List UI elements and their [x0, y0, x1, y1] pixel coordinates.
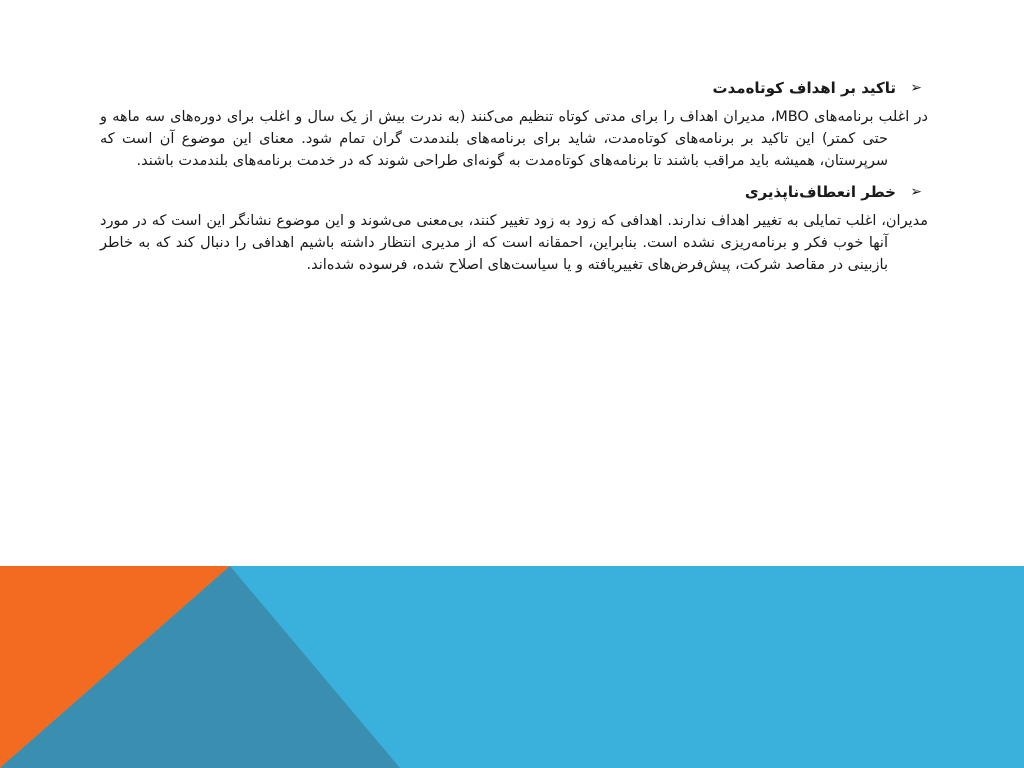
section-paragraph: در اغلب برنامه‌های MBO، مدیران اهداف را برای مدتی کوتاه تنظیم می‌کنند (به ندرت بیش از یک سال و اغلب برای دوره‌های سه ماهه و حتی کمتر) این تاکید بر برنامه‌های کوتاه‌مدت، شاید برای برنامه‌های بلندمدت گران تمام شود. معنای این موضوع آن است که سرپرستان، همیشه باید مراقب باشند تا برنامه‌های کوتاه‌مدت به گونه‌ای طراحی شوند که در خدمت برنامه‌های بلندمدت باشند.: [100, 109, 929, 169]
arrow-bullet-icon: ➢: [910, 80, 922, 96]
heading-text: تاکید بر اهداف کوتاه‌مدت: [712, 79, 896, 97]
section-heading: [100, 180, 928, 204]
arrow-bullet-icon: ➢: [910, 184, 922, 200]
slide-content: [100, 70, 928, 284]
decorative-footer: [0, 566, 1024, 768]
section-heading: [100, 76, 928, 100]
heading-text: خطر انعطاف‌ناپذیری: [744, 183, 896, 201]
section-paragraph: مدیران، اغلب تمایلی به تغییر اهداف ندارند. اهدافی که زود به زود تغییر کنند، بی‌معنی می‌شوند و این موضوع نشانگر این است که در مورد آنها خوب فکر و برنامه‌ریزی نشده است. بنابراین، احمقانه است که از مدیری انتظار داشته باشیم اهدافی را دنبال کند که به خاطر بازبینی در مقاصد شرکت، پیش‌فرض‌های تغییریافته و یا سیاست‌های اصلاح شده، فرسوده شده‌اند.: [100, 213, 928, 273]
